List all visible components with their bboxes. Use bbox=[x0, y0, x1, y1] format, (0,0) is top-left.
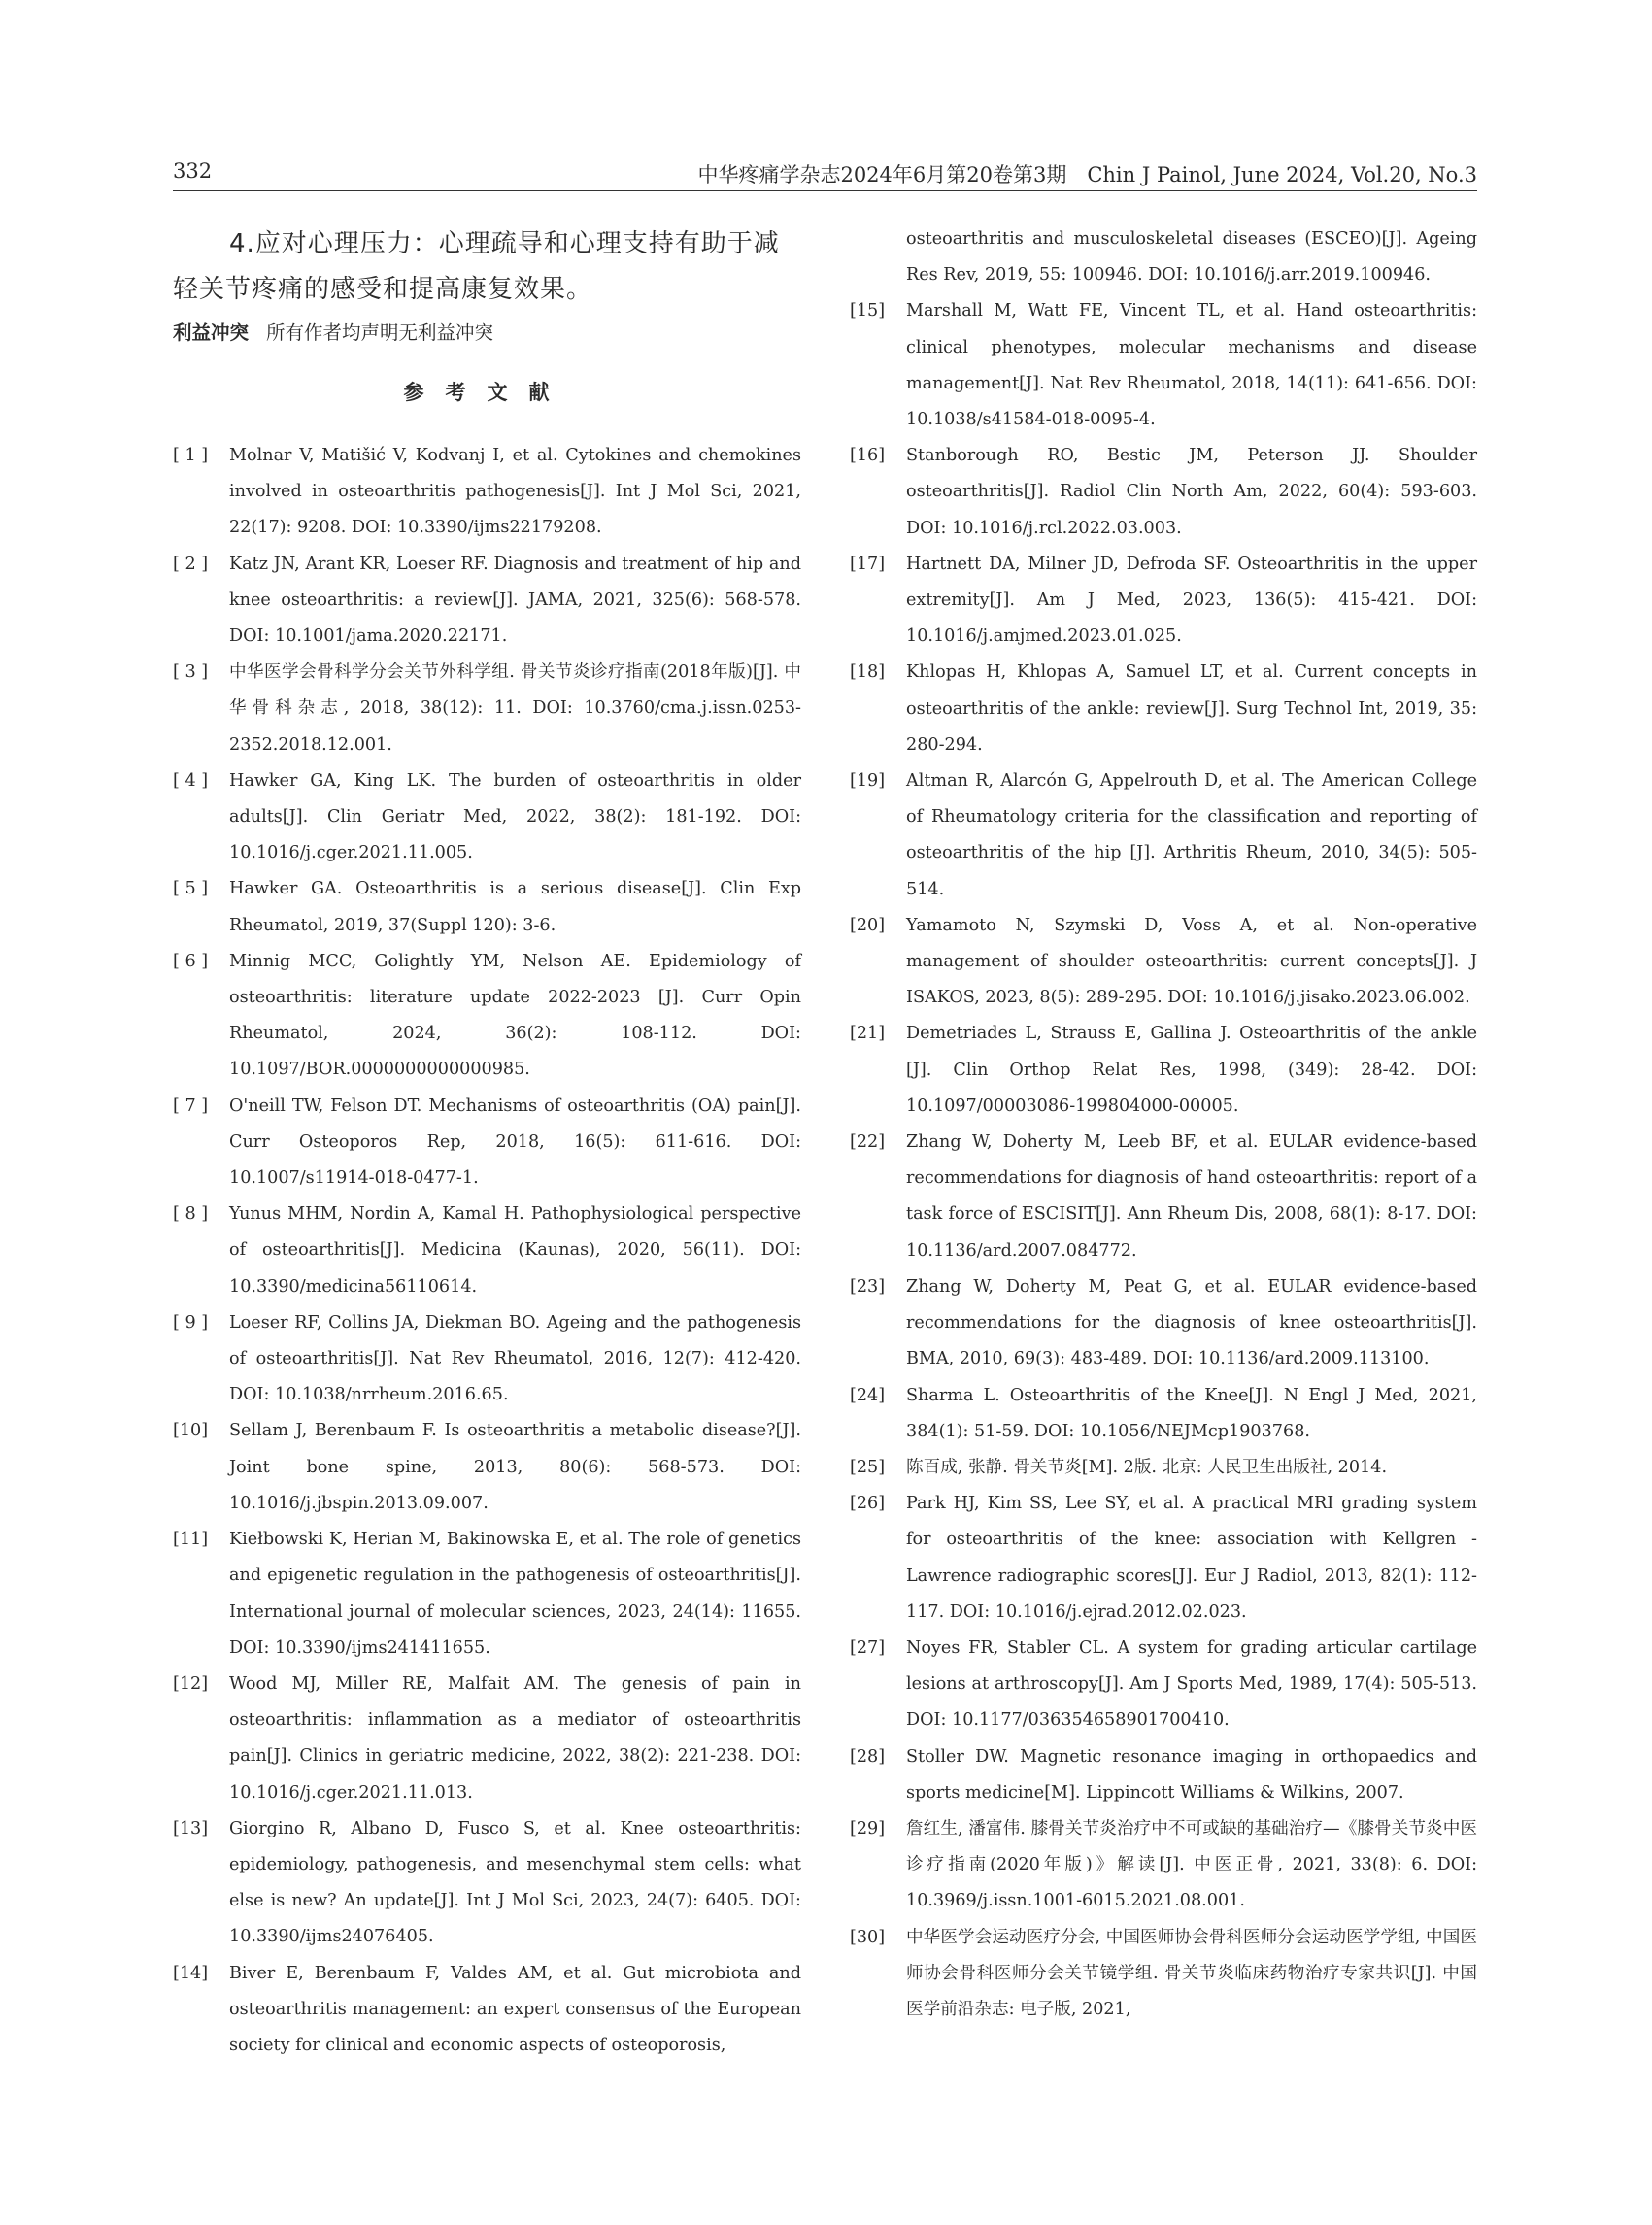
reference-item bbox=[850, 438, 1477, 547]
reference-number: [ 1 ] bbox=[173, 446, 209, 465]
reference-text: Minnig MCC, Golightly YM, Nelson AE. Epidemiology of osteoarthritis: literature update 2022-2023 [J]. Curr Opin Rheumatol, 2024, 36(2): 108-112. DOI: 10.1097/BOR.0000000000000985. bbox=[229, 951, 801, 1080]
reference-item bbox=[850, 908, 1477, 1017]
references-list-right bbox=[850, 221, 1477, 2028]
reference-number: [ 5 ] bbox=[173, 879, 209, 899]
page-number: 332 bbox=[173, 159, 213, 183]
running-header bbox=[173, 159, 1477, 190]
reference-number: [15] bbox=[850, 301, 886, 321]
header-rule bbox=[173, 190, 1477, 191]
reference-text: Katz JN, Arant KR, Loeser RF. Diagnosis and treatment of hip and knee osteoarthritis: a review[J]. JAMA, 2021, 325(6): 568-578. DOI: 10.1001/jama.2020.22171. bbox=[229, 554, 801, 647]
reference-item bbox=[850, 1016, 1477, 1125]
reference-number: [17] bbox=[850, 554, 886, 574]
reference-text: Stanborough RO, Bestic JM, Peterson JJ. Shoulder osteoarthritis[J]. Radiol Clin North Am, 2022, 60(4): 593-603. DOI: 10.1016/j.rcl.2022.03.003. bbox=[906, 446, 1477, 538]
reference-number: [11] bbox=[173, 1530, 209, 1550]
reference-number: [18] bbox=[850, 662, 886, 683]
reference-text: Kiełbowski K, Herian M, Bakinowska E, et al. The role of genetics and epigenetic regulation in the pathogenesis of osteoarthritis[J]. International journal of molecular sciences, 2023, 24(14): 11655. DOI: 10.3390/ijms241411655. bbox=[229, 1530, 801, 1658]
journal-citation: 中华疼痛学杂志2024年6月第20卷第3期 Chin J Painol, June 2024, Vol.20, No.3 bbox=[697, 163, 1477, 186]
reference-item bbox=[850, 293, 1477, 438]
reference-item bbox=[173, 1956, 801, 2065]
reference-text: Demetriades L, Strauss E, Gallina J. Osteoarthritis of the ankle [J]. Clin Orthop Relat Res, 1998, (349): 28-42. DOI: 10.1097/00003086-199804000-00005. bbox=[906, 1024, 1477, 1116]
conflict-text: 所有作者均声明无利益冲突 bbox=[266, 321, 494, 344]
reference-text: Noyes FR, Stabler CL. A system for grading articular cartilage lesions at arthroscopy[J]. Am J Sports Med, 1989, 17(4): 505-513. DOI: 10.1177/036354658901700410. bbox=[906, 1637, 1477, 1731]
reference-text: Biver E, Berenbaum F, Valdes AM, et al. Gut microbiota and osteoarthritis management: an expert consensus of the European society for clinical and economic aspects of osteoporosis, bbox=[229, 1963, 801, 2055]
reference-text: Khlopas H, Khlopas A, Samuel LT, et al. Current concepts in osteoarthritis of the ankle: review[J]. Surg Technol Int, 2019, 35: 280-294. bbox=[906, 662, 1477, 755]
reference-text: 中华医学会运动医疗分会, 中国医师协会骨科医师分会运动医学学组, 中国医师协会骨科医师分会关节镜学组. 骨关节炎临床药物治疗专家共识[J]. 中国医学前沿杂志: 电子版, 2021, bbox=[906, 1927, 1477, 2019]
reference-number: [10] bbox=[173, 1421, 209, 1441]
reference-text: Zhang W, Doherty M, Leeb BF, et al. EULAR evidence-based recommendations for diagnosis of hand osteoarthritis: report of a task force of ESCISIT[J]. Ann Rheum Dis, 2008, 68(1): 8-17. DOI: 10.1136/ard.2007.084772. bbox=[906, 1132, 1477, 1261]
reference-item bbox=[850, 1269, 1477, 1378]
reference-number: [19] bbox=[850, 771, 886, 792]
reference-number: [16] bbox=[850, 446, 886, 466]
reference-text: osteoarthritis and musculoskeletal diseases (ESCEO)[J]. Ageing Res Rev, 2019, 55: 100946. DOI: 10.1016/j.arr.2019.100946. bbox=[906, 229, 1477, 286]
intro-paragraph: 4.应对心理压力：心理疏导和心理支持有助于减轻关节疼痛的感受和提高康复效果。 bbox=[173, 229, 780, 304]
reference-item bbox=[850, 1811, 1477, 1920]
reference-number: [ 4 ] bbox=[173, 770, 209, 791]
reference-text: 詹红生, 潘富伟. 膝骨关节炎治疗中不可或缺的基础治疗—《膝骨关节炎中医诊疗指南(2020年版)》解读[J]. 中医正骨, 2021, 33(8): 6. DOI: 10.3969/j.issn.1001-6015.2021.08.001. bbox=[906, 1818, 1477, 1911]
reference-number: [ 3 ] bbox=[173, 662, 209, 683]
reference-item bbox=[850, 1125, 1477, 1269]
reference-number: [26] bbox=[850, 1494, 886, 1514]
reference-number: [14] bbox=[173, 1963, 209, 1983]
reference-text: Hartnett DA, Milner JD, Defroda SF. Osteoarthritis in the upper extremity[J]. Am J Med, 2023, 136(5): 415-421. DOI: 10.1016/j.amjmed.2023.01.025. bbox=[906, 554, 1477, 647]
reference-number: [ 7 ] bbox=[173, 1096, 209, 1116]
reference-text: Stoller DW. Magnetic resonance imaging in orthopaedics and sports medicine[M]. Lippincott Williams & Wilkins, 2007. bbox=[906, 1746, 1477, 1803]
reference-item bbox=[850, 1486, 1477, 1631]
reference-number: [28] bbox=[850, 1746, 886, 1767]
reference-text: Loeser RF, Collins JA, Diekman BO. Ageing and the pathogenesis of osteoarthritis[J]. Nat Rev Rheumatol, 2016, 12(7): 412-420. DOI: 10.1038/nrrheum.2016.65. bbox=[229, 1312, 801, 1405]
reference-item bbox=[173, 1522, 801, 1667]
conflict-statement bbox=[173, 319, 801, 348]
reference-text: Sharma L. Osteoarthritis of the Knee[J]. N Engl J Med, 2021, 384(1): 51-59. DOI: 10.1056/NEJMcp1903768. bbox=[906, 1385, 1477, 1441]
reference-number: [12] bbox=[173, 1673, 209, 1694]
reference-item bbox=[173, 1667, 801, 1811]
reference-item bbox=[850, 547, 1477, 656]
reference-number: [30] bbox=[850, 1927, 886, 1947]
reference-text: Wood MJ, Miller RE, Malfait AM. The genesis of pain in osteoarthritis: inflammation as a mediator of osteoarthritis pain[J]. Clinics in geriatric medicine, 2022, 38(2): 221-238. DOI: 10.1016/j.cger.2021.11.013. bbox=[229, 1673, 801, 1803]
reference-text: Yamamoto N, Szymski D, Voss A, et al. Non-operative management of shoulder osteoarthritis: current concepts[J]. J ISAKOS, 2023, 8(5): 289-295. DOI: 10.1016/j.jisako.2023.06.002. bbox=[906, 915, 1477, 1008]
reference-text: Hawker GA. Osteoarthritis is a serious disease[J]. Clin Exp Rheumatol, 2019, 37(Suppl 120): 3-6. bbox=[229, 879, 801, 935]
reference-number: [13] bbox=[173, 1818, 209, 1838]
reference-item bbox=[850, 1920, 1477, 2029]
reference-item bbox=[173, 944, 801, 1089]
reference-item bbox=[173, 1089, 801, 1197]
reference-text: Hawker GA, King LK. The burden of osteoarthritis in older adults[J]. Clin Geriatr Med, 2022, 38(2): 181-192. DOI: 10.1016/j.cger.2021.11.005. bbox=[229, 770, 801, 863]
reference-number: [22] bbox=[850, 1132, 886, 1153]
reference-item bbox=[850, 763, 1477, 908]
reference-number: [24] bbox=[850, 1385, 886, 1405]
reference-text: 陈百成, 张静. 骨关节炎[M]. 2版. 北京: 人民卫生出版社, 2014. bbox=[906, 1457, 1388, 1477]
reference-text: Marshall M, Watt FE, Vincent TL, et al. Hand osteoarthritis: clinical phenotypes, molecular mechanisms and disease management[J]. Nat Rev Rheumatol, 2018, 14(11): 641-656. DOI: 10.1038/s41584-018-0095-4. bbox=[906, 301, 1477, 430]
reference-number: [25] bbox=[850, 1457, 886, 1477]
reference-item bbox=[173, 1811, 801, 1956]
reference-item bbox=[850, 1739, 1477, 1811]
reference-item bbox=[173, 871, 801, 943]
reference-item bbox=[173, 1413, 801, 1522]
references-heading: 参考文献 bbox=[403, 381, 571, 404]
reference-number: [20] bbox=[850, 915, 886, 935]
reference-item bbox=[173, 763, 801, 872]
reference-text: O'neill TW, Felson DT. Mechanisms of osteoarthritis (OA) pain[J]. Curr Osteoporos Rep, 2018, 16(5): 611-616. DOI: 10.1007/s11914-018-0477-1. bbox=[229, 1096, 801, 1189]
reference-item bbox=[850, 655, 1477, 763]
conflict-label: 利益冲突 bbox=[173, 321, 250, 344]
reference-number: [ 2 ] bbox=[173, 554, 209, 574]
reference-text: Molnar V, Matišić V, Kodvanj I, et al. Cytokines and chemokines involved in osteoarthritis pathogenesis[J]. Int J Mol Sci, 2021, 22(17): 9208. DOI: 10.3390/ijms22179208. bbox=[229, 446, 801, 538]
reference-text: Zhang W, Doherty M, Peat G, et al. EULAR evidence-based recommendations for the diagnosis of knee osteoarthritis[J]. BMA, 2010, 69(3): 483-489. DOI: 10.1136/ard.2009.113100. bbox=[906, 1276, 1477, 1369]
reference-text: Sellam J, Berenbaum F. Is osteoarthritis a metabolic disease?[J]. Joint bone spine, 2013, 80(6): 568-573. DOI: 10.1016/j.jbspin.2013.09.007. bbox=[229, 1421, 801, 1513]
references-list-left bbox=[173, 438, 801, 2064]
reference-number: [ 8 ] bbox=[173, 1204, 209, 1225]
reference-item bbox=[173, 438, 801, 547]
reference-item bbox=[173, 1305, 801, 1414]
reference-number: [ 9 ] bbox=[173, 1312, 209, 1332]
reference-item bbox=[173, 655, 801, 763]
reference-text: Giorgino R, Albano D, Fusco S, et al. Knee osteoarthritis: epidemiology, pathogenesis, and mesenchymal stem cells: what else is new? An update[J]. Int J Mol Sci, 2023, 24(7): 6405. DOI: 10.3390/ijms24076405. bbox=[229, 1818, 801, 1947]
reference-text: Yunus MHM, Nordin A, Kamal H. Pathophysiological perspective of osteoarthritis[J]. Medicina (Kaunas), 2020, 56(11). DOI: 10.3390/medicina56110614. bbox=[229, 1204, 801, 1297]
reference-number: [23] bbox=[850, 1276, 886, 1297]
reference-item bbox=[173, 547, 801, 656]
reference-number: [21] bbox=[850, 1024, 886, 1044]
reference-number: [27] bbox=[850, 1637, 886, 1658]
reference-item bbox=[850, 221, 1477, 293]
right-column bbox=[850, 221, 1477, 2028]
reference-item bbox=[850, 1378, 1477, 1450]
reference-text: 中华医学会骨科学分会关节外科学组. 骨关节炎诊疗指南(2018年版)[J]. 中华骨科杂志, 2018, 38(12): 11. DOI: 10.3760/cma.j.issn.0253-2352.2018.12.001. bbox=[229, 662, 801, 755]
reference-item bbox=[850, 1631, 1477, 1739]
left-column bbox=[173, 221, 801, 2064]
reference-number: [29] bbox=[850, 1818, 886, 1838]
reference-text: Park HJ, Kim SS, Lee SY, et al. A practical MRI grading system for osteoarthritis of the knee: association with Kellgren - Lawrence radiographic scores[J]. Eur J Radiol, 2013, 82(1): 112-117. DOI: 10.1016/j.ejrad.2012.02.023. bbox=[906, 1494, 1477, 1622]
reference-item bbox=[850, 1450, 1477, 1486]
reference-number: [ 6 ] bbox=[173, 951, 209, 971]
reference-text: Altman R, Alarcón G, Appelrouth D, et al. The American College of Rheumatology criteria for the classification and reporting of osteoarthritis of the hip [J]. Arthritis Rheum, 2010, 34(5): 505-514. bbox=[906, 771, 1477, 899]
reference-item bbox=[173, 1197, 801, 1305]
